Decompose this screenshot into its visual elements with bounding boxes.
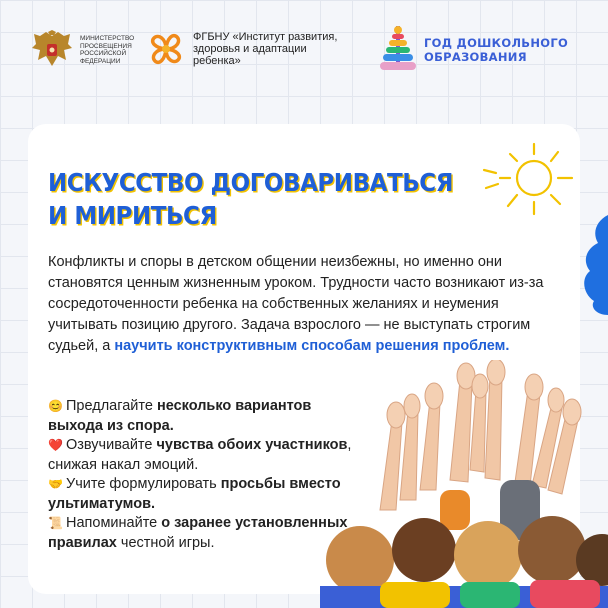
header [0, 0, 608, 100]
eagle-emblem-icon [30, 30, 74, 70]
children-raising-hands-photo [320, 360, 608, 608]
tip-text: Напоминайте [66, 515, 162, 531]
ministry-logo [30, 30, 134, 70]
orange-flower-logo-icon [145, 28, 187, 70]
tip-bold: чувства обоих участников [156, 437, 348, 453]
tip-text: Учите формулировать [66, 476, 221, 492]
blue-blob-decoration [578, 215, 608, 315]
intro-paragraph [48, 252, 548, 357]
handshake-emoji-icon: 🤝 [48, 477, 63, 491]
tip-after: , снижая накал эмоций. [48, 437, 352, 473]
fgbnu-line-1: ФГБНУ «Институт развития, [193, 31, 338, 43]
year-line-2: ОБРАЗОВАНИЯ [424, 50, 527, 64]
fgbnu-logo [145, 28, 337, 70]
intro-text: Конфликты и споры в детском общении неизбежны, но именно они становятся ценным жизненным уроком. Трудности часто возникают из-за сосредоточенности ребенка на собственных желаниях и неумения учитывать позицию другого. Задача взрослого — не выступать строгим судьей, а [48, 254, 544, 354]
ministry-line-1: МИНИСТЕРСТВО [80, 35, 135, 42]
year-line-1: ГОД ДОШКОЛЬНОГО [424, 36, 569, 50]
ministry-line-2: ПРОСВЕЩЕНИЯ [80, 42, 132, 50]
year-logo [380, 26, 568, 74]
intro-highlight: научить конструктивным способам решения проблем. [114, 338, 510, 354]
tip-bold: о заранее установленных правилах [48, 515, 348, 551]
ministry-line-3: РОССИЙСКОЙ [80, 50, 127, 57]
tip-bold: несколько вариантов выхода из спора. [48, 398, 312, 434]
smile-emoji-icon: 😊 [48, 399, 63, 413]
tip-bold: просьбы вместо ультиматумов. [48, 476, 341, 512]
tip-after: честной игры. [116, 534, 215, 551]
heart-emoji-icon: ❤️ [48, 438, 63, 452]
tip-text: Предлагайте [66, 398, 157, 414]
sun-doodle-icon [478, 140, 578, 222]
tip-text: Озвучивайте [66, 437, 157, 453]
title-line-1: ИСКУССТВО ДОГОВАРИВАТЬСЯ [48, 168, 453, 197]
scroll-emoji-icon: 📜 [48, 516, 63, 530]
pyramid-toy-icon [380, 26, 416, 74]
ministry-line-4: ФЕДЕРАЦИИ [80, 57, 121, 65]
title-line-2: И МИРИТЬСЯ [48, 201, 217, 230]
fgbnu-line-2: здоровья и адаптации [193, 43, 307, 55]
page-title [48, 166, 453, 232]
fgbnu-line-3: ребенка» [193, 55, 241, 67]
